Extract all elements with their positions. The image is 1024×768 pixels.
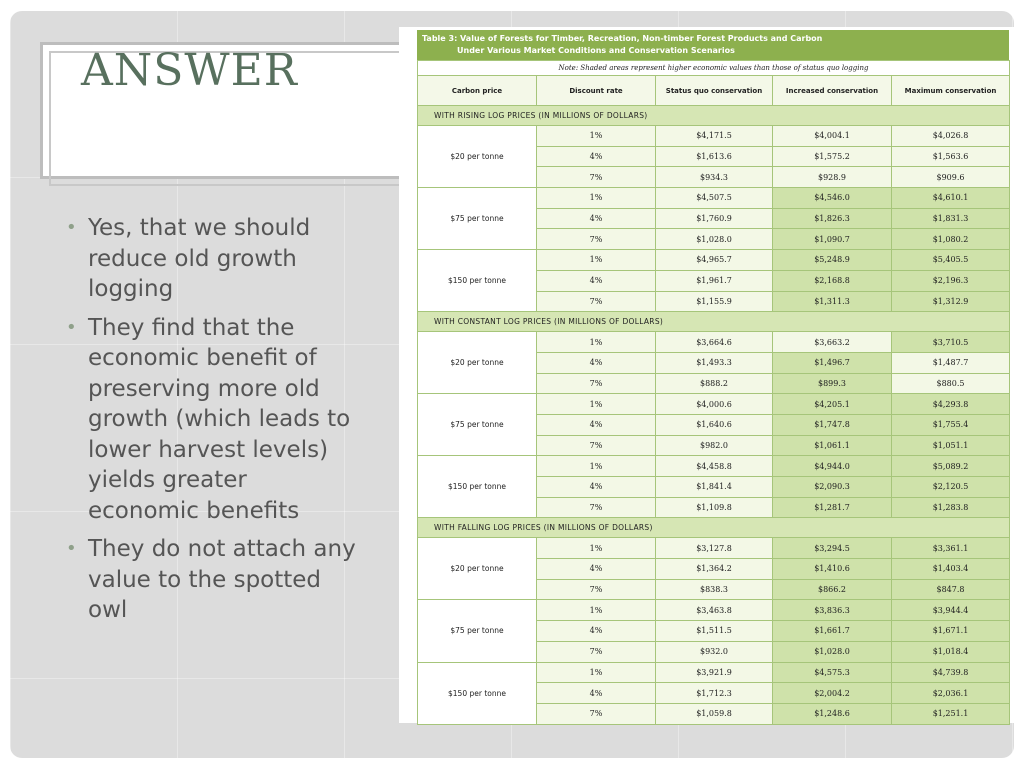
maximum-conservation-cell: $880.5	[892, 373, 1010, 394]
maximum-conservation-cell: $4,293.8	[892, 394, 1010, 415]
section-title: WITH FALLING LOG PRICES (IN MILLIONS OF DOLLARS)	[418, 518, 1010, 538]
table-body	[418, 61, 1010, 725]
maximum-conservation-cell: $1,312.9	[892, 291, 1010, 312]
maximum-conservation-cell: $1,080.2	[892, 229, 1010, 250]
status-quo-cell: $1,493.3	[656, 352, 773, 373]
maximum-conservation-cell: $847.8	[892, 579, 1010, 600]
discount-rate-cell: 7%	[537, 229, 656, 250]
forest-value-table	[417, 60, 1010, 725]
increased-conservation-cell: $4,004.1	[773, 126, 892, 147]
discount-rate-cell: 1%	[537, 332, 656, 353]
discount-rate-cell: 4%	[537, 270, 656, 291]
maximum-conservation-cell: $1,283.8	[892, 497, 1010, 518]
table-row	[418, 456, 1010, 477]
discount-rate-cell: 4%	[537, 414, 656, 435]
status-quo-cell: $1,028.0	[656, 229, 773, 250]
column-header-row	[418, 76, 1010, 106]
increased-conservation-cell: $1,281.7	[773, 497, 892, 518]
carbon-price-cell: $20 per tonne	[418, 332, 537, 394]
increased-conservation-cell: $5,248.9	[773, 250, 892, 271]
maximum-conservation-cell: $2,036.1	[892, 683, 1010, 704]
table-row	[418, 188, 1010, 209]
discount-rate-cell: 1%	[537, 662, 656, 683]
table-note-row	[418, 61, 1010, 76]
status-quo-cell: $1,109.8	[656, 497, 773, 518]
discount-rate-cell: 4%	[537, 683, 656, 704]
increased-conservation-cell: $1,028.0	[773, 641, 892, 662]
maximum-conservation-cell: $1,251.1	[892, 703, 1010, 724]
status-quo-cell: $934.3	[656, 167, 773, 188]
bullet-item	[60, 313, 360, 527]
increased-conservation-cell: $1,661.7	[773, 621, 892, 642]
maximum-conservation-cell: $4,739.8	[892, 662, 1010, 683]
increased-conservation-cell: $1,061.1	[773, 435, 892, 456]
status-quo-cell: $4,171.5	[656, 126, 773, 147]
increased-conservation-cell: $899.3	[773, 373, 892, 394]
status-quo-cell: $3,127.8	[656, 538, 773, 559]
column-header: Status quo conservation	[656, 76, 773, 106]
increased-conservation-cell: $4,575.3	[773, 662, 892, 683]
status-quo-cell: $1,511.5	[656, 621, 773, 642]
status-quo-cell: $1,059.8	[656, 703, 773, 724]
discount-rate-cell: 7%	[537, 497, 656, 518]
maximum-conservation-cell: $1,563.6	[892, 146, 1010, 167]
section-header-row	[418, 518, 1010, 538]
maximum-conservation-cell: $1,051.1	[892, 435, 1010, 456]
discount-rate-cell: 7%	[537, 579, 656, 600]
carbon-price-cell: $75 per tonne	[418, 600, 537, 662]
table-row	[418, 394, 1010, 415]
carbon-price-cell: $150 per tonne	[418, 456, 537, 518]
discount-rate-cell: 1%	[537, 600, 656, 621]
table-row	[418, 600, 1010, 621]
maximum-conservation-cell: $909.6	[892, 167, 1010, 188]
status-quo-cell: $1,961.7	[656, 270, 773, 291]
maximum-conservation-cell: $1,755.4	[892, 414, 1010, 435]
bullet-item	[60, 213, 360, 305]
table-image	[399, 27, 1017, 723]
status-quo-cell: $888.2	[656, 373, 773, 394]
discount-rate-cell: 1%	[537, 538, 656, 559]
increased-conservation-cell: $3,294.5	[773, 538, 892, 559]
column-header: Increased conservation	[773, 76, 892, 106]
carbon-price-cell: $150 per tonne	[418, 250, 537, 312]
maximum-conservation-cell: $3,944.4	[892, 600, 1010, 621]
increased-conservation-cell: $866.2	[773, 579, 892, 600]
bullet-text: They find that the economic benefit of preserving more old growth (which leads to lower harvest levels) yields greater economic benefits	[88, 314, 351, 524]
table-title-line1: Table 3: Value of Forests for Timber, Recreation, Non-timber Forest Products and Carbon	[422, 34, 823, 43]
increased-conservation-cell: $1,747.8	[773, 414, 892, 435]
section-title: WITH RISING LOG PRICES (IN MILLIONS OF DOLLARS)	[418, 106, 1010, 126]
status-quo-cell: $1,841.4	[656, 477, 773, 498]
status-quo-cell: $1,640.6	[656, 414, 773, 435]
discount-rate-cell: 7%	[537, 435, 656, 456]
increased-conservation-cell: $3,836.3	[773, 600, 892, 621]
discount-rate-cell: 4%	[537, 208, 656, 229]
increased-conservation-cell: $1,248.6	[773, 703, 892, 724]
table-row	[418, 538, 1010, 559]
maximum-conservation-cell: $2,196.3	[892, 270, 1010, 291]
table-row	[418, 250, 1010, 271]
maximum-conservation-cell: $5,089.2	[892, 456, 1010, 477]
increased-conservation-cell: $1,410.6	[773, 559, 892, 580]
column-header: Carbon price	[418, 76, 537, 106]
status-quo-cell: $1,364.2	[656, 559, 773, 580]
slide-title: ANSWER	[81, 45, 298, 96]
table-row	[418, 662, 1010, 683]
increased-conservation-cell: $1,575.2	[773, 146, 892, 167]
discount-rate-cell: 4%	[537, 621, 656, 642]
discount-rate-cell: 1%	[537, 394, 656, 415]
maximum-conservation-cell: $1,831.3	[892, 208, 1010, 229]
increased-conservation-cell: $4,546.0	[773, 188, 892, 209]
discount-rate-cell: 7%	[537, 167, 656, 188]
maximum-conservation-cell: $3,361.1	[892, 538, 1010, 559]
increased-conservation-cell: $2,004.2	[773, 683, 892, 704]
maximum-conservation-cell: $2,120.5	[892, 477, 1010, 498]
bullet-dot-icon: •	[66, 316, 77, 338]
status-quo-cell: $1,613.6	[656, 146, 773, 167]
column-header: Maximum conservation	[892, 76, 1010, 106]
bullet-list	[60, 213, 360, 634]
column-header: Discount rate	[537, 76, 656, 106]
status-quo-cell: $4,458.8	[656, 456, 773, 477]
carbon-price-cell: $75 per tonne	[418, 394, 537, 456]
maximum-conservation-cell: $5,405.5	[892, 250, 1010, 271]
maximum-conservation-cell: $4,610.1	[892, 188, 1010, 209]
table-title-line2: Under Various Market Conditions and Conservation Scenarios	[457, 46, 735, 55]
carbon-price-cell: $75 per tonne	[418, 188, 537, 250]
increased-conservation-cell: $2,168.8	[773, 270, 892, 291]
bullet-dot-icon: •	[66, 217, 77, 238]
maximum-conservation-cell: $1,671.1	[892, 621, 1010, 642]
section-title: WITH CONSTANT LOG PRICES (IN MILLIONS OF DOLLARS)	[418, 312, 1010, 332]
discount-rate-cell: 7%	[537, 703, 656, 724]
maximum-conservation-cell: $4,026.8	[892, 126, 1010, 147]
status-quo-cell: $982.0	[656, 435, 773, 456]
increased-conservation-cell: $4,205.1	[773, 394, 892, 415]
status-quo-cell: $3,921.9	[656, 662, 773, 683]
bullet-text: Yes, that we should reduce old growth logging	[88, 215, 311, 302]
increased-conservation-cell: $2,090.3	[773, 477, 892, 498]
status-quo-cell: $3,463.8	[656, 600, 773, 621]
discount-rate-cell: 4%	[537, 477, 656, 498]
section-header-row	[418, 106, 1010, 126]
table-row	[418, 126, 1010, 147]
increased-conservation-cell: $928.9	[773, 167, 892, 188]
discount-rate-cell: 1%	[537, 126, 656, 147]
bullet-item	[60, 534, 360, 626]
status-quo-cell: $4,965.7	[656, 250, 773, 271]
discount-rate-cell: 4%	[537, 352, 656, 373]
status-quo-cell: $1,712.3	[656, 683, 773, 704]
discount-rate-cell: 1%	[537, 188, 656, 209]
table-note: Note: Shaded areas represent higher economic values than those of status quo logging	[418, 61, 1010, 76]
carbon-price-cell: $20 per tonne	[418, 126, 537, 188]
increased-conservation-cell: $1,311.3	[773, 291, 892, 312]
carbon-price-cell: $20 per tonne	[418, 538, 537, 600]
status-quo-cell: $4,000.6	[656, 394, 773, 415]
bullet-dot-icon: •	[66, 538, 77, 559]
increased-conservation-cell: $3,663.2	[773, 332, 892, 353]
discount-rate-cell: 7%	[537, 373, 656, 394]
increased-conservation-cell: $1,090.7	[773, 229, 892, 250]
maximum-conservation-cell: $3,710.5	[892, 332, 1010, 353]
discount-rate-cell: 1%	[537, 250, 656, 271]
maximum-conservation-cell: $1,487.7	[892, 352, 1010, 373]
discount-rate-cell: 7%	[537, 291, 656, 312]
status-quo-cell: $932.0	[656, 641, 773, 662]
bullet-text: They do not attach any value to the spotted owl	[88, 536, 356, 623]
section-header-row	[418, 312, 1010, 332]
status-quo-cell: $1,760.9	[656, 208, 773, 229]
increased-conservation-cell: $1,826.3	[773, 208, 892, 229]
table-row	[418, 332, 1010, 353]
discount-rate-cell: 4%	[537, 146, 656, 167]
discount-rate-cell: 4%	[537, 559, 656, 580]
status-quo-cell: $4,507.5	[656, 188, 773, 209]
increased-conservation-cell: $4,944.0	[773, 456, 892, 477]
carbon-price-cell: $150 per tonne	[418, 662, 537, 724]
status-quo-cell: $3,664.6	[656, 332, 773, 353]
table-title	[417, 30, 1009, 60]
status-quo-cell: $1,155.9	[656, 291, 773, 312]
maximum-conservation-cell: $1,403.4	[892, 559, 1010, 580]
increased-conservation-cell: $1,496.7	[773, 352, 892, 373]
status-quo-cell: $838.3	[656, 579, 773, 600]
discount-rate-cell: 7%	[537, 641, 656, 662]
discount-rate-cell: 1%	[537, 456, 656, 477]
maximum-conservation-cell: $1,018.4	[892, 641, 1010, 662]
